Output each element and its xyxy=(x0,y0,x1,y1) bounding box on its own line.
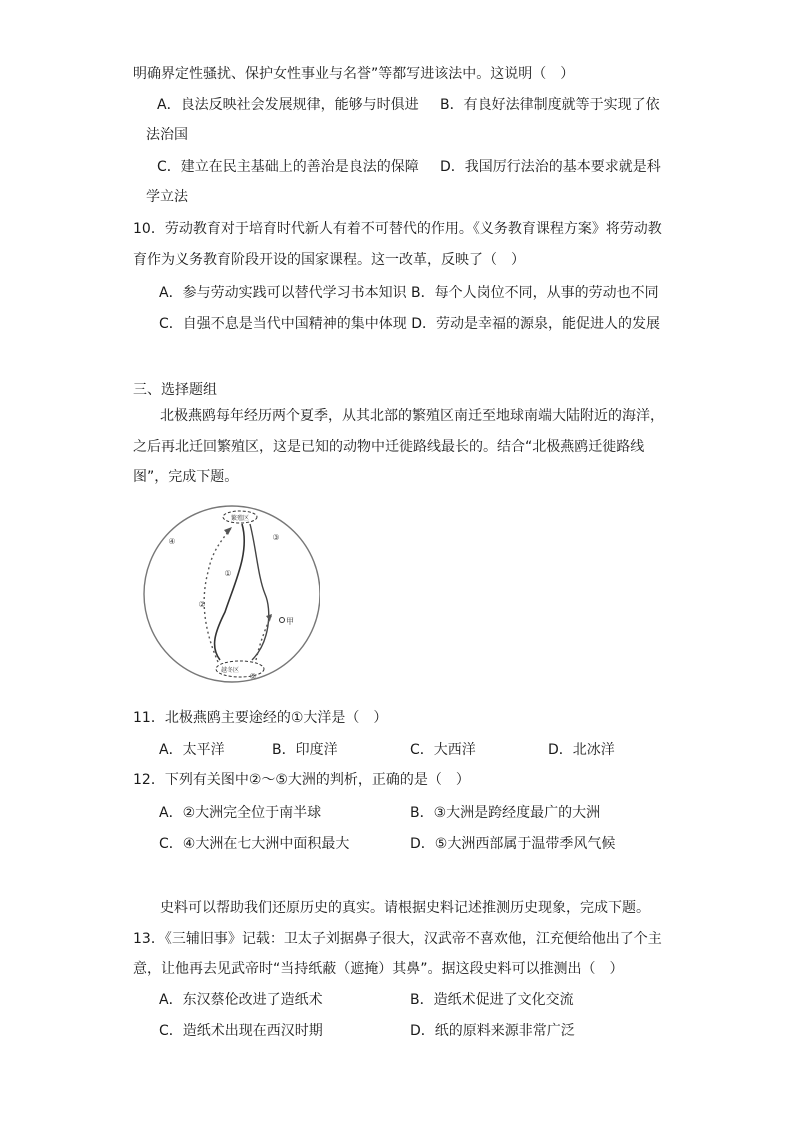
q10-stem-line2: 育作为义务教育阶段开设的国家课程。这一改革，反映了（ ） xyxy=(133,252,525,268)
q11-option-c: C．大西洋 xyxy=(410,742,476,758)
migration-route-map xyxy=(140,502,320,688)
point-jia xyxy=(280,618,285,623)
q11-option-d: D．北冰洋 xyxy=(548,742,615,758)
northward-route-west xyxy=(204,527,232,662)
mark-2: ② xyxy=(198,600,206,609)
mark-4: ④ xyxy=(168,537,176,546)
q10-options-cd: C．自强不息是当代中国精神的集中体现 D．劳动是幸福的源泉，能促进人的发展 xyxy=(159,316,661,332)
section-intro-line2: 之后再北迁回繁殖区，这是已知的动物中迁徙路线最长的。结合“北极燕鸥迁徙路线 xyxy=(133,439,645,455)
q12-stem: 12．下列有关图中②～⑤大洲的判析，正确的是（ ） xyxy=(133,772,470,788)
eastern-route xyxy=(250,524,269,660)
q9-option-c: C．建立在民主基础上的善治是良法的保障 xyxy=(157,159,419,175)
wintering-area-label: 越冬区 xyxy=(220,667,240,674)
q9-option-a: A．良法反映社会发展规律，能够与时俱进 xyxy=(157,97,419,113)
q13-stem-line2: 意，让他再去见武帝时“当持纸蔽（遮掩）其鼻”。据这段史料可以推测出（ ） xyxy=(133,961,624,977)
label-jia: 甲 xyxy=(286,617,294,626)
q13-option-a: A．东汉蔡伦改进了造纸术 xyxy=(159,992,323,1008)
q11-option-b: B．印度洋 xyxy=(272,742,338,758)
q12-option-d: D．⑤大洲西部属于温带季风气候 xyxy=(410,836,616,852)
q12-option-c: C．④大洲在七大洲中面积最大 xyxy=(159,836,350,852)
mark-1: ① xyxy=(224,569,232,578)
q9-option-d: D．我国厉行法治的基本要求就是科 xyxy=(440,159,661,175)
q13-stem-line1: 13．《三辅旧事》记载：卫太子刘据鼻子很大，汉武帝不喜欢他，江充便给他出了个主 xyxy=(133,931,662,947)
q9-stem-tail: 明确界定性骚扰、保护女性事业与名誉”等都写进该法中。这说明（ ） xyxy=(133,66,575,82)
q9-option-b-cont: 法治国 xyxy=(146,127,188,143)
breeding-area-label: 繁殖区 xyxy=(230,515,250,522)
mark-3: ③ xyxy=(272,533,280,542)
section-intro-line3: 图”，完成下题。 xyxy=(133,469,239,485)
q10-options-ab: A．参与劳动实践可以替代学习书本知识 B．每个人岗位不同，从事的劳动也不同 xyxy=(159,285,659,301)
mark-5: ⑤ xyxy=(249,672,257,681)
q12-option-b: B．③大洲是跨经度最广的大洲 xyxy=(410,805,601,821)
q13-option-d: D．纸的原料来源非常广泛 xyxy=(410,1023,575,1039)
q9-option-b: B．有良好法律制度就等于实现了依 xyxy=(440,97,660,113)
q13-intro: 史料可以帮助我们还原历史的真实。请根据史料记述推测历史现象，完成下题。 xyxy=(160,900,650,916)
section-intro-line1: 北极燕鸥每年经历两个夏季，从其北部的繁殖区南迁至地球南端大陆附近的海洋， xyxy=(160,408,664,424)
q12-option-a: A．②大洲完全位于南半球 xyxy=(159,805,322,821)
q13-option-c: C．造纸术出现在西汉时期 xyxy=(159,1023,323,1039)
southward-route xyxy=(215,524,245,660)
q9-option-d-cont: 学立法 xyxy=(146,189,188,205)
q11-stem: 11．北极燕鸥主要途经的①大洋是（ ） xyxy=(133,710,388,726)
q10-stem-line1: 10．劳动教育对于培育时代新人有着不可替代的作用。《义务教育课程方案》将劳动教 xyxy=(133,221,662,237)
section-heading: 三、选择题组 xyxy=(133,382,217,398)
route-arrow-north xyxy=(224,527,232,535)
q11-option-a: A．太平洋 xyxy=(159,742,225,758)
q13-option-b: B．造纸术促进了文化交流 xyxy=(410,992,574,1008)
